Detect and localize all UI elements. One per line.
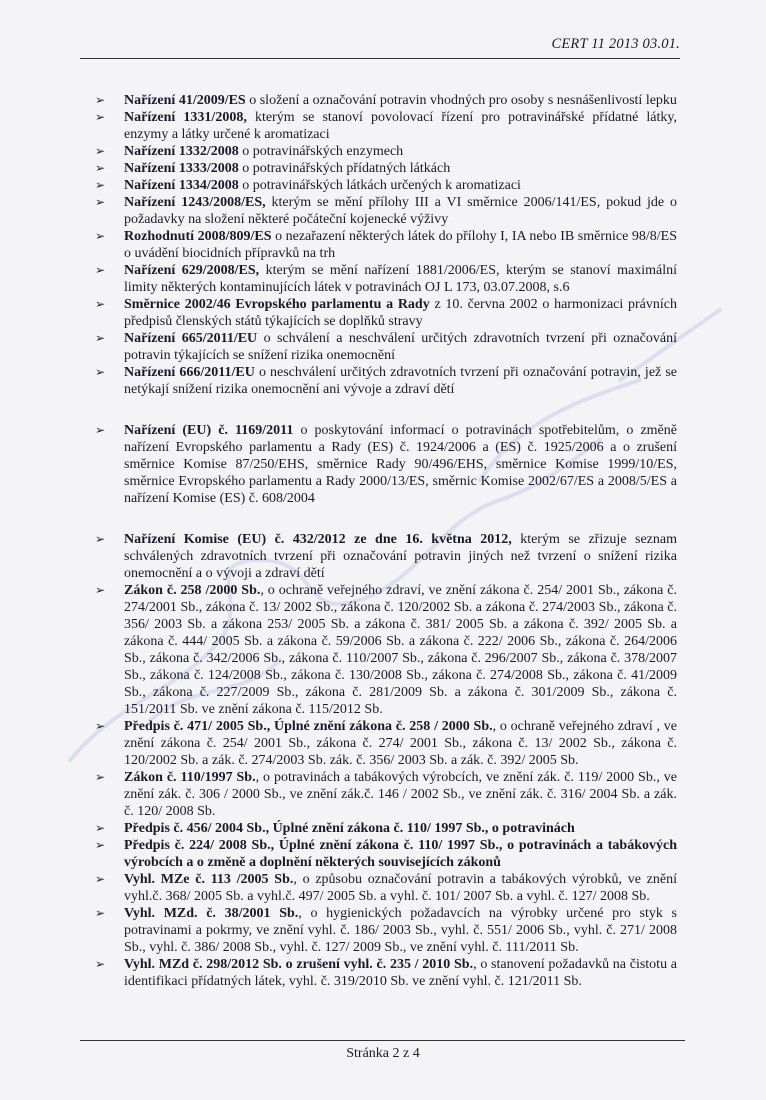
regulation-description: , o potravinách a tabákových výrobcích, ve znění zák. č. 119/ 2000 Sb., ve znění zák. č. 306 / 2000 Sb., ve znění zák.č. 146 / 2002 Sb., ve znění zák. č. 316/ 2004 Sb. a zák. č. 120/ 2008 Sb. <box>124 770 677 819</box>
arrow-bullet-icon: ➢ <box>95 331 106 345</box>
regulation-description: , o způsobu označování potravin a tabákových výrobků, ve znění vyhl.č. 368/ 2005 Sb. a vyhl.č. 497/ 2005 Sb. a vyhl. č. 101/ 2007 Sb. a vyhl. č. 127/ 2008 Sb. <box>124 872 677 904</box>
regulation-description: o neschválení určitých zdravotních tvrzení při označování potravin, jež se netýkají snížení rizika onemocnění ani vývoje a zdraví dětí <box>124 365 677 397</box>
regulation-description: kterým se zřizuje seznam schválených zdravotních tvrzení při označování potravin jiných než tvrzení o snížení rizika onemocnění a o vývoji a zdraví dětí <box>124 532 677 581</box>
list-item <box>95 143 677 160</box>
list-item <box>95 262 677 296</box>
arrow-bullet-icon: ➢ <box>95 195 106 209</box>
regulation-description: o potravinářských látkách určených k aromatizaci <box>238 178 521 193</box>
regulation-description: kterým se stanoví povolovací řízení pro potravinářské přídatné látky, enzymy a látky určené k aromatizaci <box>124 110 677 142</box>
regulation-title: Vyhl. MZe č. 113 /2005 Sb. <box>124 872 294 887</box>
arrow-bullet-icon: ➢ <box>95 770 106 784</box>
arrow-bullet-icon: ➢ <box>95 872 106 886</box>
list-item <box>95 531 677 582</box>
arrow-bullet-icon: ➢ <box>95 838 106 852</box>
regulation-title: Vyhl. MZd č. 298/2012 Sb. o zrušení vyhl. č. 235 / 2010 Sb. <box>124 957 474 972</box>
regulation-description: kterým se mění nařízení 1881/2006/ES, kterým se stanoví maximální limity některých kontaminujících látek v potravinách OJ L 173, 03.07.2008, s.6 <box>124 263 677 295</box>
arrow-bullet-icon: ➢ <box>95 229 106 243</box>
regulation-title: Nařízení 1334/2008 <box>124 178 239 193</box>
arrow-bullet-icon: ➢ <box>95 719 106 733</box>
regulation-title: Nařízení 1331/2008, <box>124 110 247 125</box>
regulation-title: Nařízení Komise (EU) č. 432/2012 ze dne 16. května 2012, <box>124 532 512 547</box>
arrow-bullet-icon: ➢ <box>95 178 106 192</box>
regulation-title: Zákon č. 110/1997 Sb. <box>124 770 256 785</box>
arrow-bullet-icon: ➢ <box>95 93 106 107</box>
arrow-bullet-icon: ➢ <box>95 821 106 835</box>
arrow-bullet-icon: ➢ <box>95 906 106 920</box>
list-item <box>95 871 677 905</box>
regulation-title: Nařízení 629/2008/ES, <box>124 263 260 278</box>
regulation-description: , o ochraně veřejného zdraví, ve znění zákona č. 254/ 2001 Sb., zákona č. 274/2001 Sb., zákona č. 13/ 2002 Sb., zákona č. 120/2002 Sb. a zákona č. 274/2003 Sb., zákona č. 356/ 2003 Sb. a zákona 253/ 2005 Sb. a zákona č. 381/ 2005 Sb. a zákona č. 392/ 2005 Sb. a zákona č. 444/ 2005 Sb. a zákona č. 59/2006 Sb. a zákona č. 222/ 2006 Sb., zákona č. 264/2006 Sb., zákona č. 342/2006 Sb., zákona č. 110/2007 Sb., zákona č. 296/2007 Sb., zákona č. 378/2007 Sb., zákona č. 124/2008 Sb., zákona č. 130/2008 Sb., zákona č. 274/2008 Sb., zákona č. 41/2009 Sb., zákona č. 227/2009 Sb., zákona č. 281/2009 Sb. a zákona č. 301/2009 Sb., zákona č. 151/2011 Sb. ve znění zákona č. 115/2012 Sb. <box>124 583 677 717</box>
list-item <box>95 718 677 769</box>
arrow-bullet-icon: ➢ <box>95 263 106 277</box>
arrow-bullet-icon: ➢ <box>95 583 106 597</box>
list-item <box>95 160 677 177</box>
regulation-description: , o stanovení požadavků na čistotu a identifikaci přídatných látek, vyhl. č. 319/2010 Sb. ve znění vyhl. č. 121/2011 Sb. <box>124 957 678 989</box>
regulation-description: z 10. června 2002 o harmonizaci právních předpisů členských států týkajících se doplňků stravy <box>124 297 677 329</box>
regulation-title: Nařízení (EU) č. 1169/2011 <box>124 423 294 438</box>
regulation-title: Nařízení 1333/2008 <box>124 161 239 176</box>
regulation-title: Nařízení 1332/2008 <box>124 144 239 159</box>
list-item <box>95 296 677 330</box>
list-item <box>95 582 677 718</box>
regulation-description: , o hygienických požadavcích na výrobky určené pro styk s potravinami a pokrmy, ve znění vyhl. č. 186/ 2003 Sb., vyhl. č. 551/ 2006 Sb., vyhl. č. 271/ 2008 Sb., vyhl. č. 386/ 2008 Sb., vyhl. č. 127/ 2009 Sb., ve znění vyhl. č. 111/2011 Sb. <box>124 906 677 955</box>
list-item <box>95 905 677 956</box>
arrow-bullet-icon: ➢ <box>95 532 106 546</box>
regulation-title: Nařízení 665/2011/EU <box>124 331 258 346</box>
header-divider <box>80 58 680 59</box>
arrow-bullet-icon: ➢ <box>95 144 106 158</box>
list-item <box>95 92 677 109</box>
regulation-title: Předpis č. 456/ 2004 Sb., Úplné znění zákona č. 110/ 1997 Sb., o potravinách <box>124 821 575 836</box>
legislation-list <box>95 92 677 990</box>
list-item <box>95 109 677 143</box>
regulation-description: , o ochraně veřejného zdraví , ve znění zákona č. 254/ 2001 Sb., zákona č. 274/ 2001 Sb., zákona č. 13/ 2002 Sb., zákona č. 120/2002 Sb. a zák. č. 274/2003 Sb. zák. č. 356/ 2003 Sb. a zák. č. 392/ 2005 Sb. <box>124 719 677 768</box>
regulation-description: o nezařazení některých látek do přílohy I, IA nebo IB směrnice 98/8/ES o uvádění biocidních přípravků na trh <box>124 229 677 261</box>
regulation-title: Předpis č. 224/ 2008 Sb., Úplné znění zákona č. 110/ 1997 Sb., o potravinách a tabákových výrobcích a o změně a doplnění některých souvisejících zákonů <box>124 838 677 870</box>
arrow-bullet-icon: ➢ <box>95 957 106 971</box>
list-item <box>95 820 677 837</box>
regulation-description: o potravinářských přídatných látkách <box>238 161 451 176</box>
regulation-title: Směrnice 2002/46 Evropského parlamentu a Rady <box>124 297 430 312</box>
regulation-title: Nařízení 41/2009/ES <box>124 93 246 108</box>
regulation-title: Nařízení 666/2011/EU <box>124 365 255 380</box>
list-item <box>95 956 677 990</box>
arrow-bullet-icon: ➢ <box>95 423 106 437</box>
regulation-title: Rozhodnutí 2008/809/ES <box>124 229 272 244</box>
arrow-bullet-icon: ➢ <box>95 365 106 379</box>
regulation-description: o složení a označování potravin vhodných pro osoby s nesnášenlivostí lepku <box>245 93 677 108</box>
list-item <box>95 177 677 194</box>
list-item <box>95 194 677 228</box>
footer-divider <box>80 1040 685 1041</box>
regulation-title: Vyhl. MZd. č. 38/2001 Sb. <box>124 906 299 921</box>
list-item <box>95 837 677 871</box>
regulation-title: Zákon č. 258 /2000 Sb. <box>124 583 261 598</box>
list-item <box>95 330 677 364</box>
arrow-bullet-icon: ➢ <box>95 297 106 311</box>
regulation-description: o poskytování informací o potravinách spotřebitelům, o změně nařízení Evropského parlamentu a Rady (ES) č. 1924/2006 a (ES) č. 1925/2006 a o zrušení směrnice Komise 87/250/EHS, směrnice Rady 90/496/EHS, směrnice Komise 1999/10/ES, směrnice Evropského parlamentu a Rady 2000/13/ES, směrnic Komise 2002/67/ES a 2008/5/ES a nařízení Komise (ES) č. 608/2004 <box>124 423 677 506</box>
regulation-description: o potravinářských enzymech <box>238 144 404 159</box>
regulation-description: o schválení a neschválení určitých zdravotních tvrzení při označování potravin týkajících se snížení rizika onemocnění <box>124 331 677 363</box>
list-item <box>95 769 677 820</box>
regulation-title: Nařízení 1243/2008/ES, <box>124 195 266 210</box>
list-item <box>95 364 677 398</box>
document-id: CERT 11 2013 03.01. <box>551 36 680 52</box>
list-item <box>95 422 677 507</box>
regulation-description: kterým se mění přílohy III a VI směrnice 2006/141/ES, pokud jde o požadavky na složení některé počáteční kojenecké výživy <box>124 195 677 227</box>
arrow-bullet-icon: ➢ <box>95 161 106 175</box>
regulation-title: Předpis č. 471/ 2005 Sb., Úplné znění zákona č. 258 / 2000 Sb. <box>124 719 493 734</box>
arrow-bullet-icon: ➢ <box>95 110 106 124</box>
page-number: Stránka 2 z 4 <box>346 1046 420 1061</box>
list-item <box>95 228 677 262</box>
